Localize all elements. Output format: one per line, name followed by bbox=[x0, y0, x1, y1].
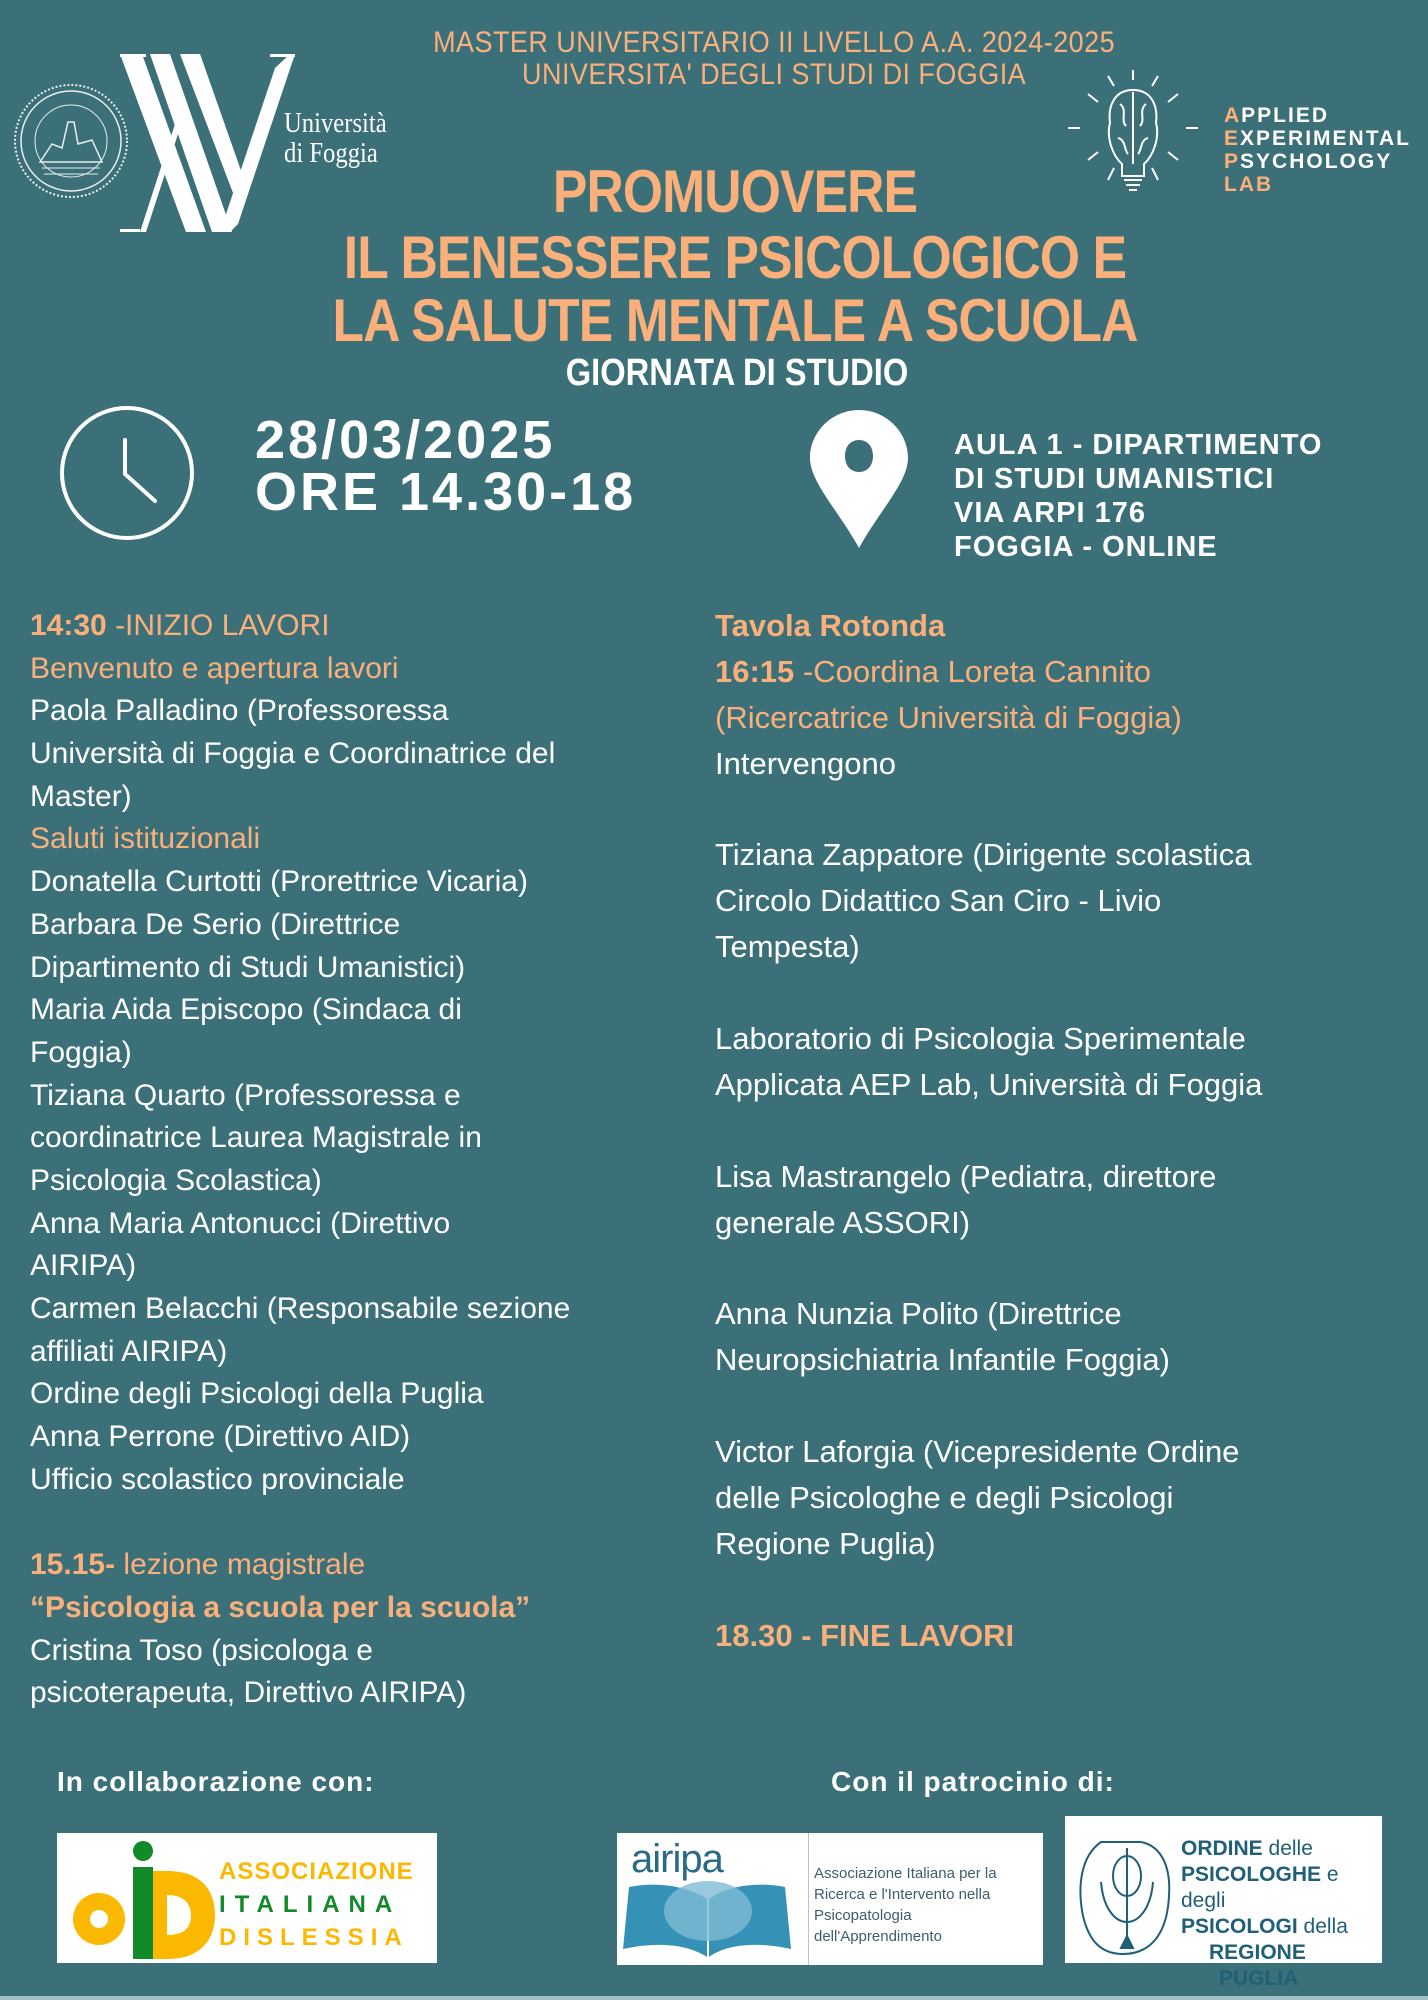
speaker-line: generale ASSORI) bbox=[715, 1204, 971, 1240]
aep-word-lab: LAB bbox=[1224, 173, 1274, 196]
airipa-wordmark: airipa bbox=[631, 1837, 723, 1881]
ordine-word: PSICOLOGHE bbox=[1181, 1863, 1322, 1886]
ordine-region: REGIONE bbox=[1209, 1941, 1306, 1964]
clock-icon bbox=[58, 404, 196, 547]
time-label: 14:30 bbox=[30, 609, 107, 642]
ordine-psicologi-puglia-logo bbox=[1065, 1816, 1382, 1990]
airipa-description: Associazione Italiana per la bbox=[814, 1865, 997, 1882]
participants-label: Intervengono bbox=[715, 745, 896, 781]
subtitle: GIORNATA DI STUDIO bbox=[565, 352, 909, 394]
event-address bbox=[954, 428, 1322, 564]
event-date: 28/03/2025 bbox=[255, 410, 556, 470]
collaboration-heading: In collaborazione con: bbox=[57, 1766, 375, 1797]
aid-logo bbox=[57, 1833, 437, 1963]
speaker-line: Tiziana Quarto (Professoressa e bbox=[30, 1078, 461, 1112]
speaker-line: Foggia) bbox=[30, 1035, 132, 1069]
speaker-line: AIRIPA) bbox=[30, 1249, 137, 1283]
airipa-description: dell'Apprendimento bbox=[814, 1928, 942, 1945]
spacer bbox=[715, 787, 1262, 833]
speaker-line: Regione Puglia) bbox=[715, 1525, 936, 1561]
address-line: AULA 1 - DIPARTIMENTO bbox=[954, 429, 1323, 461]
speaker-line: Victor Laforgia (Vicepresidente Ordine bbox=[715, 1434, 1240, 1470]
section-heading: Benvenuto e apertura lavori bbox=[30, 651, 399, 685]
session-label: -Coordina Loreta Cannito bbox=[794, 653, 1152, 689]
speaker-line: Ufficio scolastico provinciale bbox=[30, 1462, 405, 1496]
speaker-line: Master) bbox=[30, 779, 132, 813]
speaker-line: delle Psicologhe e degli Psicologi bbox=[715, 1479, 1174, 1515]
university-logo-text bbox=[284, 108, 387, 168]
speaker-line: psicoterapeuta, Direttivo AIRIPA) bbox=[30, 1676, 467, 1710]
speaker-line: Tiziana Zappatore (Dirigente scolastica bbox=[715, 837, 1252, 873]
lecture-heading bbox=[30, 1544, 570, 1587]
round-table-time bbox=[715, 649, 1262, 695]
speaker-line: Dipartimento di Studi Umanistici) bbox=[30, 950, 466, 984]
speaker-line: Laboratorio di Psicologia Sperimentale bbox=[715, 1021, 1246, 1057]
spacer bbox=[715, 1108, 1262, 1154]
speaker-line: Psicologia Scolastica) bbox=[30, 1163, 322, 1197]
aep-letter-e: E bbox=[1224, 127, 1241, 150]
bottom-border bbox=[0, 1996, 1428, 2000]
spacer bbox=[715, 1245, 1262, 1291]
aep-letter-a: A bbox=[1224, 104, 1242, 127]
spacer bbox=[715, 1567, 1262, 1613]
speaker-line: Applicata AEP Lab, Università di Foggia bbox=[715, 1066, 1263, 1102]
speaker-line: Neuropsichiatria Infantile Foggia) bbox=[715, 1342, 1170, 1378]
speaker-line: affiliati AIRIPA) bbox=[30, 1334, 228, 1368]
patronage-heading: Con il patrocinio di: bbox=[831, 1766, 1115, 1797]
speaker-line: Anna Maria Antonucci (Direttivo bbox=[30, 1206, 451, 1240]
speaker-line: Cristina Toso (psicologa e bbox=[30, 1633, 373, 1667]
aep-letter-p: P bbox=[1224, 150, 1241, 173]
ordine-word: ORDINE bbox=[1181, 1837, 1263, 1860]
speaker-line: Barbara De Serio (Direttrice bbox=[30, 907, 401, 941]
divider bbox=[808, 1833, 809, 1965]
aep-word-experimental: XPERIMENTAL bbox=[1240, 127, 1411, 150]
round-table-heading: Tavola Rotonda bbox=[715, 608, 946, 643]
session-label: lezione magistrale bbox=[115, 1548, 366, 1582]
title-line-3: LA SALUTE MENTALE A SCUOLA bbox=[332, 287, 1138, 354]
university-logo-line1: Università bbox=[284, 107, 387, 139]
speaker-line: Paola Palladino (Professoressa bbox=[30, 694, 449, 728]
address-line: DI STUDI UMANISTICI bbox=[954, 463, 1275, 495]
location-pin-icon bbox=[810, 410, 908, 553]
program-left-column bbox=[30, 605, 570, 1715]
title-line-1: PROMUOVERE bbox=[552, 158, 918, 225]
university-logo-line2: di Foggia bbox=[284, 137, 378, 169]
ordine-word: delle bbox=[1262, 1837, 1313, 1860]
ordine-word: e degli bbox=[1181, 1863, 1339, 1912]
spacer bbox=[715, 970, 1262, 1016]
program-right-column bbox=[715, 603, 1262, 1658]
speaker-line: coordinatrice Laurea Magistrale in bbox=[30, 1121, 482, 1155]
speaker-line: Donatella Curtotti (Prorettrice Vicaria) bbox=[30, 865, 528, 899]
speaker-line: Lisa Mastrangelo (Pediatra, direttore bbox=[715, 1158, 1217, 1194]
address-line: VIA ARPI 176 bbox=[954, 497, 1146, 529]
time-label: 15.15- bbox=[30, 1548, 116, 1582]
speaker-line: Anna Perrone (Direttivo AID) bbox=[30, 1420, 411, 1454]
aid-text-line2: ITALIANA bbox=[219, 1891, 402, 1918]
end-of-work: 18.30 - FINE LAVORI bbox=[715, 1617, 1015, 1653]
speaker-line: Ordine degli Psicologi della Puglia bbox=[30, 1377, 484, 1411]
spacer bbox=[715, 1383, 1262, 1429]
event-time: ORE 14.30-18 bbox=[255, 462, 637, 522]
time-label: 16:15 bbox=[715, 653, 795, 689]
section-heading: Saluti istituzionali bbox=[30, 822, 261, 856]
address-line: FOGGIA - ONLINE bbox=[954, 531, 1218, 563]
ordine-region: PUGLIA bbox=[1219, 1967, 1299, 1990]
ordine-word: della bbox=[1297, 1915, 1348, 1938]
spacer bbox=[30, 1501, 570, 1544]
lecture-title: “Psicologia a scuola per la scuola” bbox=[30, 1590, 531, 1624]
aid-text-line3: DISLESSIA bbox=[219, 1924, 409, 1951]
aid-text-line1: ASSOCIAZIONE bbox=[219, 1858, 414, 1885]
speaker-line: Tempesta) bbox=[715, 929, 860, 965]
airipa-description: Psicopatologia bbox=[814, 1907, 912, 1924]
speaker-line: Carmen Belacchi (Responsabile sezione bbox=[30, 1292, 571, 1325]
aep-word-psychology: SYCHOLOGY bbox=[1240, 150, 1393, 173]
moderator-affiliation: (Ricercatrice Università di Foggia) bbox=[715, 699, 1182, 735]
speaker-line: Anna Nunzia Polito (Direttrice bbox=[715, 1296, 1122, 1332]
program-start bbox=[30, 605, 570, 648]
speaker-line: Maria Aida Episcopo (Sindaca di bbox=[30, 993, 462, 1027]
master-title: MASTER UNIVERSITARIO II LIVELLO A.A. 2024-2025 bbox=[433, 26, 1116, 59]
aep-word-applied: PPLIED bbox=[1241, 104, 1330, 127]
university-name: UNIVERSITA' DEGLI STUDI DI FOGGIA bbox=[522, 58, 1027, 91]
speaker-line: Università di Foggia e Coordinatrice del bbox=[30, 737, 556, 771]
session-label: -INIZIO LAVORI bbox=[106, 609, 330, 642]
speaker-line: Circolo Didattico San Ciro - Livio bbox=[715, 883, 1162, 919]
airipa-logo bbox=[617, 1833, 1043, 1965]
title-line-2: IL BENESSERE PSICOLOGICO E bbox=[343, 224, 1127, 291]
airipa-description: Ricerca e l'Intervento nella bbox=[814, 1886, 991, 1903]
ordine-word: PSICOLOGI bbox=[1181, 1915, 1298, 1938]
